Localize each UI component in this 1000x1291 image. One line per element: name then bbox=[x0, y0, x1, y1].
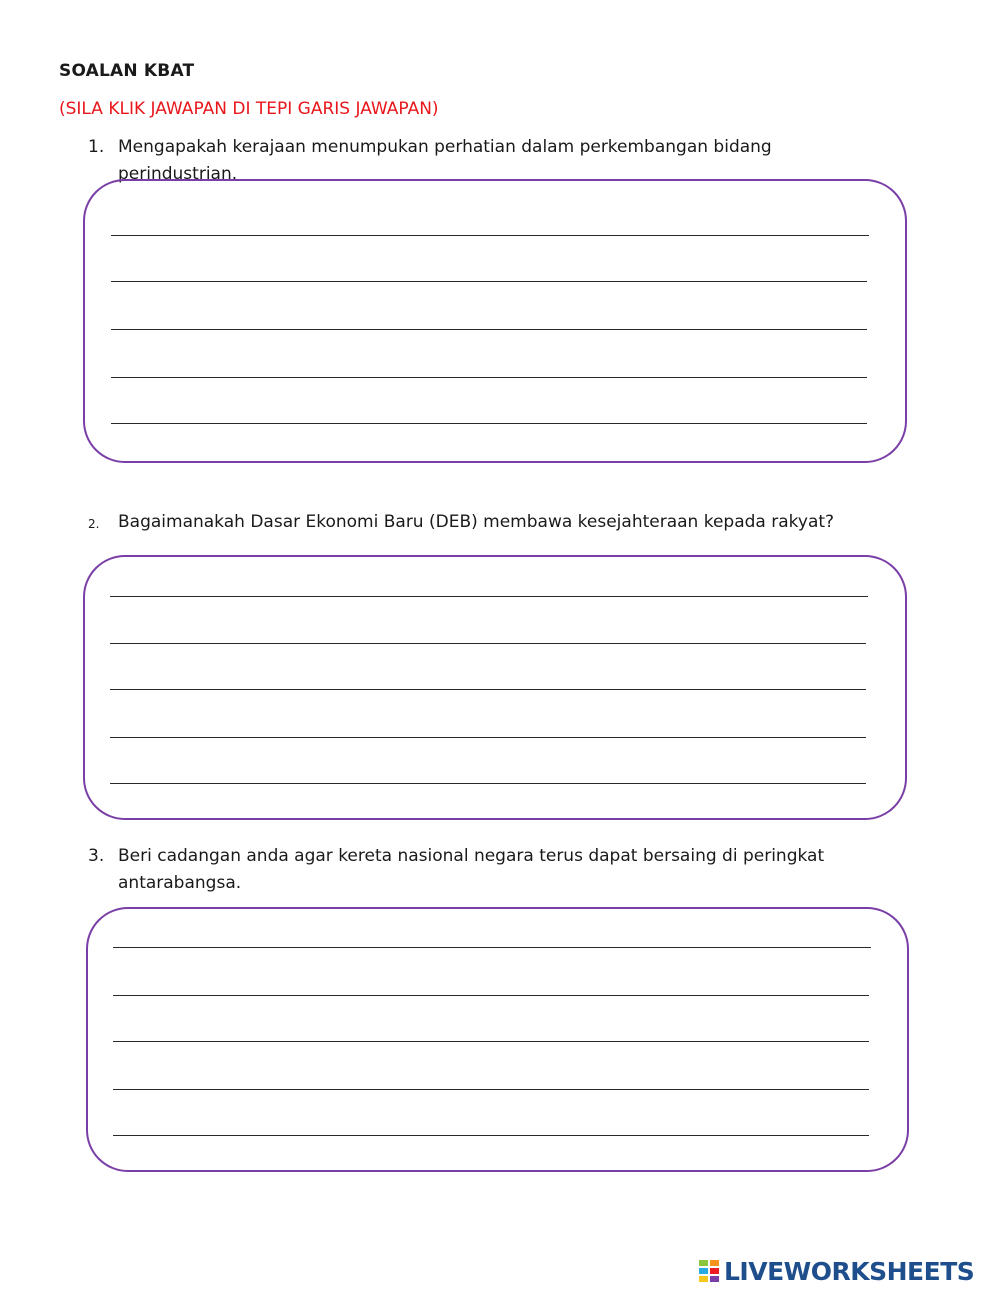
answer-line[interactable] bbox=[113, 947, 871, 948]
answer-box-2 bbox=[83, 555, 907, 820]
answer-line[interactable] bbox=[111, 423, 867, 424]
question-3-number: 3. bbox=[88, 846, 105, 866]
question-2-number: 2. bbox=[88, 517, 100, 531]
answer-line[interactable] bbox=[111, 329, 867, 330]
liveworksheets-logo bbox=[698, 1256, 974, 1286]
answer-box-3 bbox=[86, 907, 909, 1172]
answer-line[interactable] bbox=[110, 643, 866, 644]
answer-line[interactable] bbox=[111, 281, 867, 282]
answer-line[interactable] bbox=[110, 737, 866, 738]
question-2-text: Bagaimanakah Dasar Ekonomi Baru (DEB) membawa kesejahteraan kepada rakyat? bbox=[118, 512, 835, 532]
instruction-text: (SILA KLIK JAWAPAN DI TEPI GARIS JAWAPAN) bbox=[59, 99, 439, 119]
answer-box-1 bbox=[83, 179, 907, 463]
question-3 bbox=[88, 843, 878, 897]
question-1-number: 1. bbox=[88, 137, 105, 157]
answer-line[interactable] bbox=[110, 783, 866, 784]
answer-line[interactable] bbox=[111, 235, 869, 236]
brand-name: LIVEWORKSHEETS bbox=[724, 1256, 975, 1286]
answer-line[interactable] bbox=[110, 689, 866, 690]
answer-line[interactable] bbox=[113, 1089, 869, 1090]
answer-line[interactable] bbox=[113, 1135, 869, 1136]
answer-line[interactable] bbox=[111, 377, 867, 378]
liveworksheets-cube-icon bbox=[698, 1259, 720, 1283]
question-2 bbox=[88, 509, 878, 536]
worksheet-title: SOALAN KBAT bbox=[59, 61, 195, 81]
answer-line[interactable] bbox=[113, 995, 869, 996]
question-1-text: Mengapakah kerajaan menumpukan perhatian dalam perkembangan bidang perindustrian. bbox=[118, 137, 772, 184]
question-3-text: Beri cadangan anda agar kereta nasional negara terus dapat bersaing di peringkat antarabangsa. bbox=[118, 846, 825, 893]
answer-line[interactable] bbox=[113, 1041, 869, 1042]
answer-line[interactable] bbox=[110, 596, 868, 597]
